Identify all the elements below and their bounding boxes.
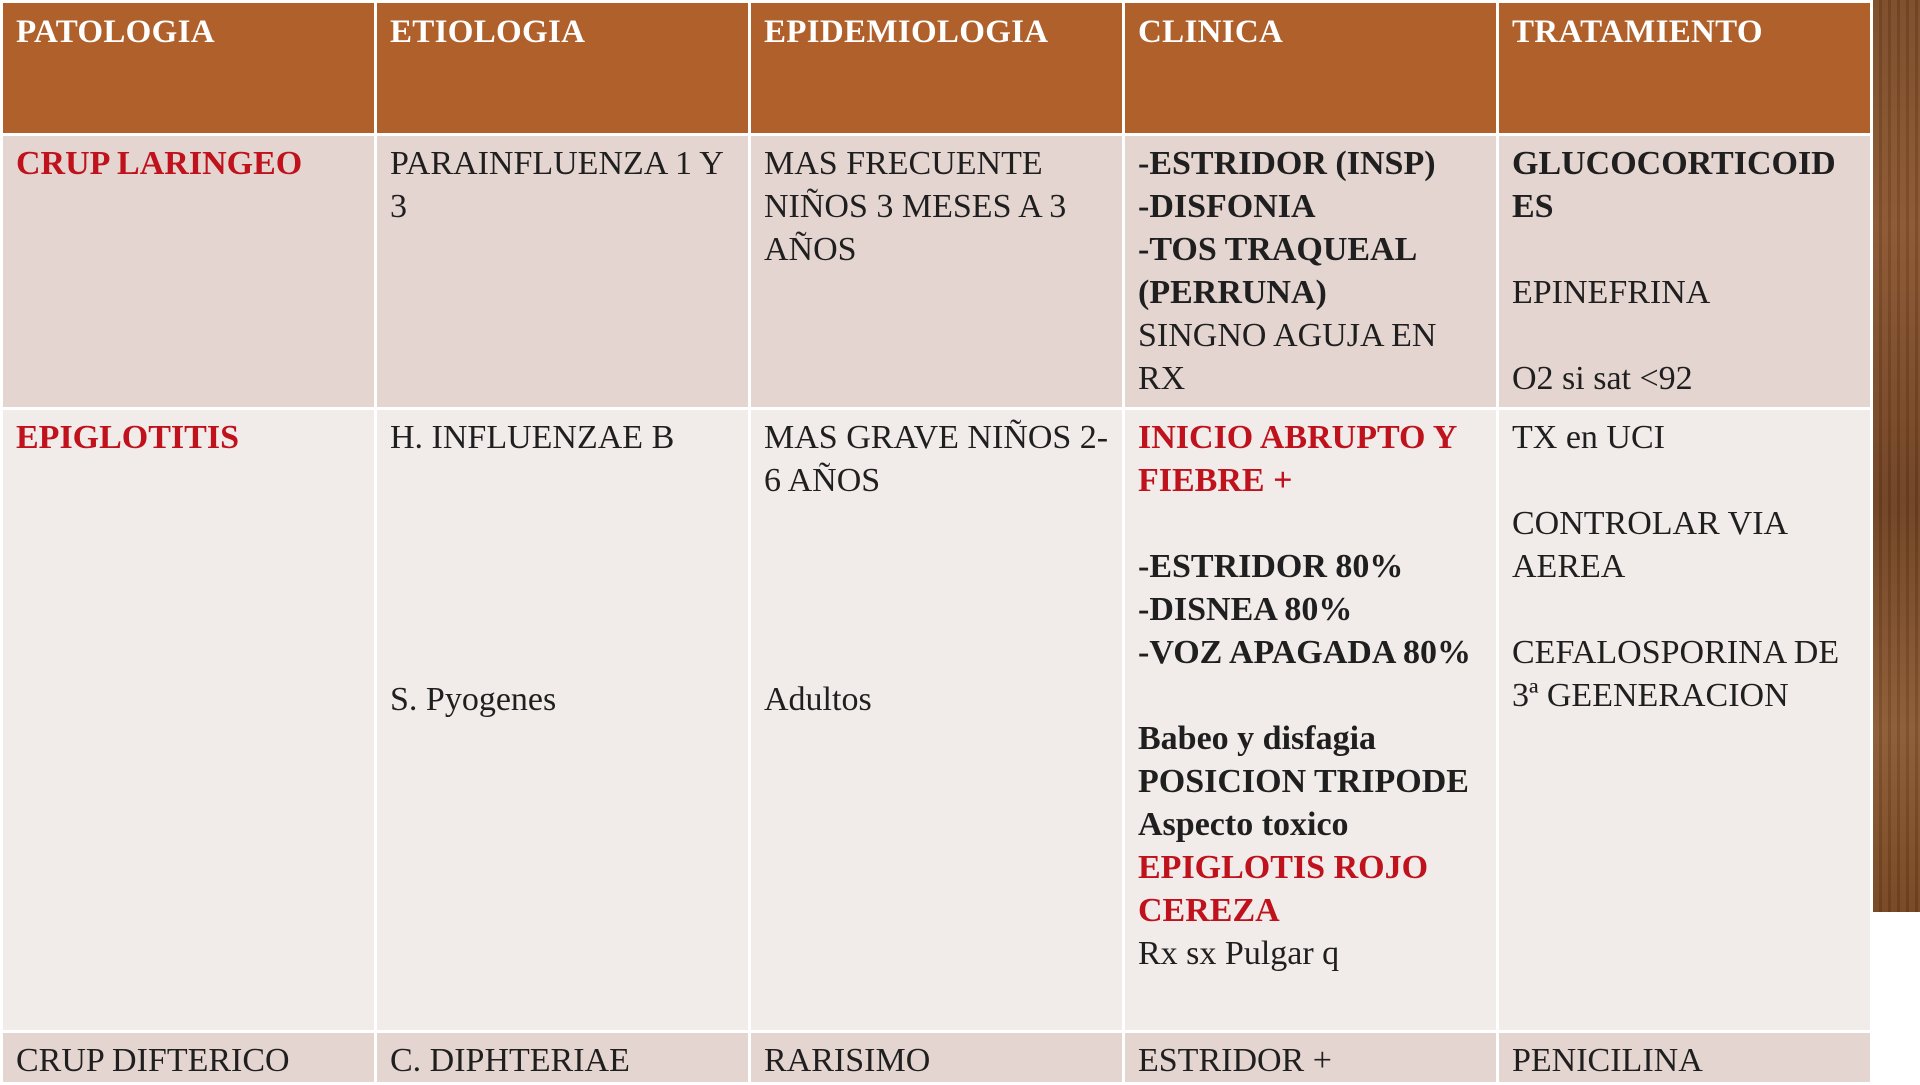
decorative-wood-strip (1870, 0, 1920, 912)
epidemiologia-secondary: Adultos (764, 681, 872, 718)
tratamiento-antibiotico: CEFALOSPORINA DE 3ª GEENERACION (1512, 634, 1848, 714)
cell-clinica (1124, 409, 1498, 1032)
cell-tratamiento (1498, 1032, 1872, 1084)
clinica-estridor: -ESTRIDOR 80% (1138, 548, 1404, 585)
cell-patologia (2, 135, 376, 409)
cell-etiologia (376, 409, 750, 1032)
clinica-tos: -TOS TRAQUEAL (PERRUNA) (1138, 231, 1424, 311)
header-patologia: PATOLOGIA (2, 2, 376, 135)
header-epidemiologia: EPIDEMIOLOGIA (750, 2, 1124, 135)
clinica-aspecto: Aspecto toxico (1138, 806, 1349, 843)
patologia-name: EPIGLOTITIS (16, 419, 239, 456)
etiologia-primary: H. INFLUENZAE B (390, 419, 675, 456)
cell-clinica (1124, 1032, 1498, 1084)
cell-patologia (2, 409, 376, 1032)
header-tratamiento: TRATAMIENTO (1498, 2, 1872, 135)
clinica-disnea: -DISNEA 80% (1138, 591, 1353, 628)
clinica-text: ESTRIDOR + (1138, 1042, 1332, 1079)
clinica-inicio: INICIO ABRUPTO Y FIEBRE + (1138, 419, 1465, 499)
clinica-rx: Rx sx Pulgar q (1138, 935, 1340, 972)
cell-etiologia (376, 135, 750, 409)
clinica-epiglotis: EPIGLOTIS ROJO CEREZA (1138, 849, 1437, 929)
table-row-epiglotitis (2, 409, 1872, 1032)
cell-tratamiento (1498, 135, 1872, 409)
etiologia-text: PARAINFLUENZA 1 Y 3 (390, 145, 723, 225)
clinica-posicion: POSICION TRIPODE (1138, 763, 1469, 800)
cell-patologia (2, 1032, 376, 1084)
clinica-voz: -VOZ APAGADA 80% (1138, 634, 1472, 671)
cell-etiologia (376, 1032, 750, 1084)
tratamiento-uci: TX en UCI (1512, 419, 1665, 456)
tratamiento-via-aerea: CONTROLAR VIA AEREA (1512, 505, 1793, 585)
clinica-estridor: -ESTRIDOR (INSP) (1138, 145, 1436, 182)
tratamiento-text: PENICILINA (1512, 1042, 1703, 1079)
clinica-disfonia: -DISFONIA (1138, 188, 1316, 225)
header-etiologia: ETIOLOGIA (376, 2, 750, 135)
table-row-crup-laringeo (2, 135, 1872, 409)
epidemiologia-text: RARISIMO (764, 1042, 931, 1079)
tratamiento-glucocorticoides: GLUCOCORTICOIDES (1512, 145, 1836, 225)
etiologia-text: C. DIPHTERIAE (390, 1042, 630, 1079)
etiologia-secondary: S. Pyogenes (390, 681, 557, 718)
cell-tratamiento (1498, 409, 1872, 1032)
clinica-signo: SINGNO AGUJA EN RX (1138, 317, 1445, 397)
clinica-babeo: Babeo y disfagia (1138, 720, 1377, 757)
cell-epidemiologia (750, 135, 1124, 409)
table-row-crup-difterico (2, 1032, 1872, 1084)
epidemiologia-text: MAS FRECUENTE NIÑOS 3 MESES A 3 AÑOS (764, 145, 1067, 268)
header-row (2, 2, 1872, 135)
tratamiento-oxigeno: O2 si sat <92 (1512, 360, 1693, 397)
cell-clinica (1124, 135, 1498, 409)
tratamiento-epinefrina: EPINEFRINA (1512, 274, 1711, 311)
patologia-name: CRUP DIFTERICO (16, 1042, 290, 1079)
cell-epidemiologia (750, 1032, 1124, 1084)
cell-epidemiologia (750, 409, 1124, 1032)
slide-edge (1870, 912, 1920, 1080)
epidemiologia-primary: MAS GRAVE NIÑOS 2-6 AÑOS (764, 419, 1109, 499)
header-clinica: CLINICA (1124, 2, 1498, 135)
patologia-name: CRUP LARINGEO (16, 145, 303, 182)
